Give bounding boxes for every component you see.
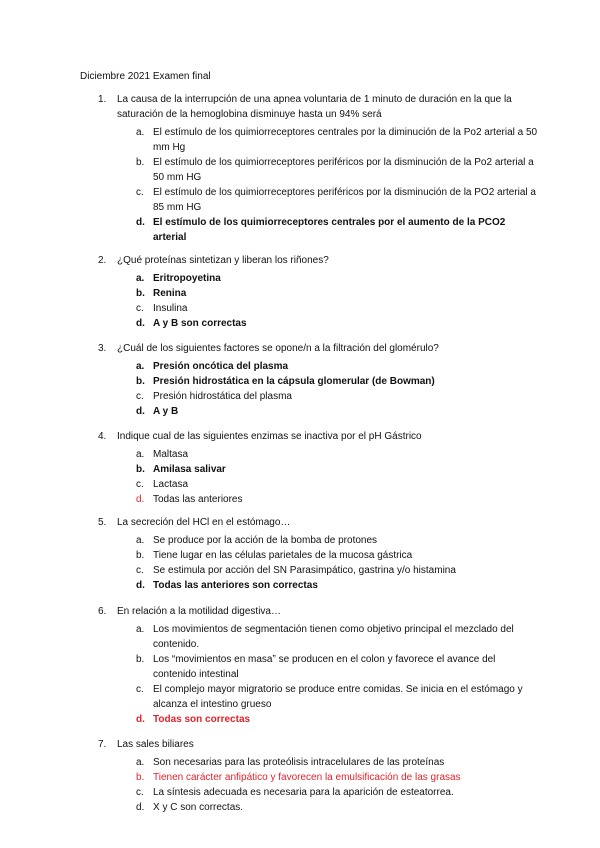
option-letter: c. [136,187,144,198]
question-number: 7. [98,739,107,750]
option-list [98,755,538,815]
option-text: Presión hidrostática en la cápsula glomerular (de Bowman) [153,376,435,387]
option-letter: b. [136,654,145,665]
question-number: 4. [98,431,107,442]
answer-option [136,785,538,800]
question [98,429,538,507]
option-text: El estímulo de los quimiorreceptores periféricos por la disminución de la PO2 arterial a 85 mm HG [153,187,536,213]
answer-option [136,447,538,462]
option-text: A y B son correctas [153,318,247,329]
option-text: Son necesarias para las proteólisis intracelulares de las proteínas [153,757,445,768]
question-number: 5. [98,517,107,528]
answer-option [136,286,538,301]
option-letter: d. [136,714,145,725]
answer-option [136,404,538,419]
option-text: La síntesis adecuada es necesaria para la aparición de esteatorrea. [153,787,454,798]
question-text: La secreción del HCl en el estómago… [117,517,291,528]
option-text: Todas las anteriores [153,494,243,505]
option-letter: a. [136,535,145,546]
option-text: Tienen carácter anfipático y favorecen la emulsificación de las grasas [153,772,461,783]
option-letter: d. [136,217,145,228]
option-list [98,271,538,331]
answer-option [136,492,538,507]
option-text: X y C son correctas. [153,802,244,813]
option-list [98,447,538,507]
answer-option [136,462,538,477]
answer-option [136,215,538,245]
option-letter: d. [136,406,145,417]
question-text: La causa de la interrupción de una apnea voluntaria de 1 minuto de duración en la que la saturación de la hemoglobina disminuye hasta un 94% será [117,94,512,120]
question-text: ¿Cuál de los siguientes factores se opone/n a la filtración del glomérulo? [117,343,439,354]
option-letter: c. [136,391,144,402]
option-letter: c. [136,303,144,314]
option-list [98,125,538,245]
option-text: Tiene lugar en las células parietales de la mucosa gástrica [153,550,413,561]
option-letter: a. [136,127,145,138]
answer-option [136,359,538,374]
answer-option [136,533,538,548]
option-list [98,533,538,593]
question-number: 1. [98,94,107,105]
question-number: 2. [98,255,107,266]
option-text: Renina [153,288,187,299]
answer-option [136,477,538,492]
answer-option [136,374,538,389]
question-text: Las sales biliares [117,739,194,750]
answer-option [136,155,538,185]
answer-option [136,316,538,331]
answer-option [136,682,538,712]
option-text: Presión hidrostática del plasma [153,391,292,402]
option-letter: c. [136,787,144,798]
option-letter: a. [136,449,145,460]
option-letter: b. [136,157,145,168]
question [98,92,538,245]
question-text: ¿Qué proteínas sintetizan y liberan los riñones? [117,255,329,266]
option-text: El complejo mayor migratorio se produce entre comidas. Se inicia en el estómago y alcanza el intestino grueso [153,684,523,710]
question [98,737,538,815]
option-text: Presión oncótica del plasma [153,361,289,372]
answer-option [136,185,538,215]
option-letter: d. [136,580,145,591]
question [98,515,538,593]
option-letter: d. [136,494,145,505]
option-letter: b. [136,464,145,475]
answer-option [136,271,538,286]
option-letter: c. [136,479,144,490]
question-text: En relación a la motilidad digestiva… [117,606,281,617]
answer-option [136,800,538,815]
option-text: Todas son correctas [153,714,251,725]
option-list [98,359,538,419]
option-letter: c. [136,565,144,576]
answer-option [136,301,538,316]
question [98,341,538,419]
option-letter: a. [136,273,145,284]
option-text: Se estimula por acción del SN Parasimpático, gastrina y/o histamina [153,565,456,576]
option-letter: b. [136,550,145,561]
option-text: Insulina [153,303,188,314]
option-text: A y B [153,406,179,417]
option-text: Lactasa [153,479,189,490]
option-text: El estímulo de los quimiorreceptores periféricos por la disminución de la Po2 arterial a 50 mm HG [153,157,534,183]
option-letter: d. [136,802,145,813]
option-text: Se produce por la acción de la bomba de protones [153,535,378,546]
question [98,253,538,331]
answer-option [136,125,538,155]
answer-option [136,712,538,727]
option-text: Los “movimientos en masa” se producen en el colon y favorece el avance del contenido intestinal [153,654,496,680]
page-title: Diciembre 2021 Examen final [80,71,211,82]
answer-option [136,563,538,578]
question-number: 6. [98,606,107,617]
answer-option [136,389,538,404]
answer-option [136,652,538,682]
option-text: Todas las anteriores son correctas [153,580,318,591]
option-letter: c. [136,684,144,695]
option-text: El estímulo de los quimiorreceptores centrales por la diminución de la Po2 arterial a 50 mm Hg [153,127,538,153]
answer-option [136,622,538,652]
option-text: Amilasa salivar [153,464,226,475]
answer-option [136,755,538,770]
option-letter: b. [136,772,145,783]
answer-option [136,548,538,563]
option-letter: d. [136,318,145,329]
option-letter: b. [136,288,145,299]
answer-option [136,578,538,593]
option-text: Los movimientos de segmentación tienen como objetivo principal el mezclado del contenido. [153,624,514,650]
option-letter: b. [136,376,145,387]
option-letter: a. [136,757,145,768]
option-text: El estímulo de los quimiorreceptores centrales por el aumento de la PCO2 arterial [153,217,506,243]
option-text: Eritropoyetina [153,273,221,284]
answer-option [136,770,538,785]
option-letter: a. [136,624,145,635]
option-letter: a. [136,361,145,372]
option-text: Maltasa [153,449,189,460]
question [98,604,538,727]
option-list [98,622,538,727]
question-text: Indique cual de las siguientes enzimas se inactiva por el pH Gástrico [117,431,422,442]
question-number: 3. [98,343,107,354]
